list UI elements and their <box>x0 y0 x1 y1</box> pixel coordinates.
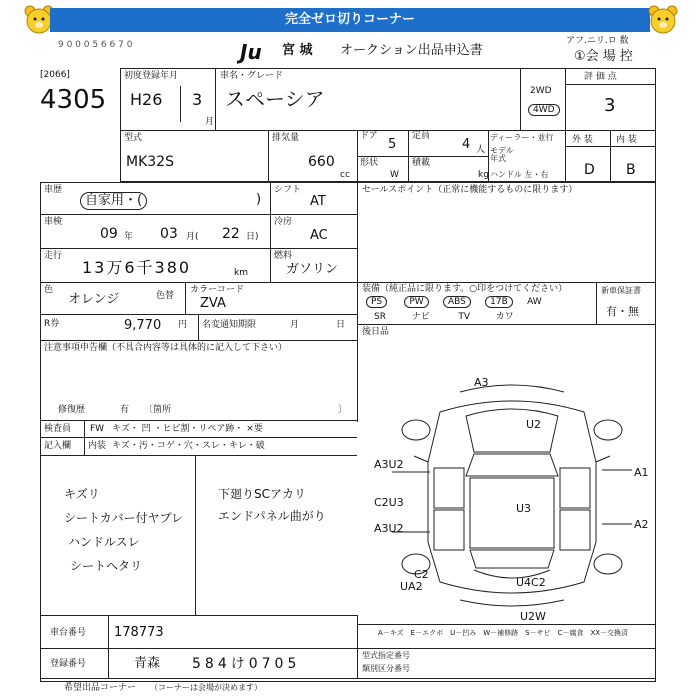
ju-logo: Ju <box>240 40 262 64</box>
grade-value: 3 <box>604 95 616 116</box>
handle-label: ハンドル 左・右 <box>490 170 549 179</box>
displacement-unit: cc <box>340 170 350 180</box>
doors-label: ドア <box>360 131 378 141</box>
color-label: 色 <box>44 285 54 295</box>
mark-right-front: A1 <box>634 466 649 479</box>
load-unit: kg <box>478 170 489 180</box>
history-close: ) <box>256 192 262 207</box>
equipment-row1 <box>366 296 542 308</box>
equip-navi: ナビ <box>411 312 430 322</box>
grade-label: 評 価 点 <box>584 72 617 82</box>
class-number-label: 類別区分番号 <box>362 664 410 673</box>
history-label: 車歴 <box>44 185 63 195</box>
mileage-label: 走行 <box>44 251 63 261</box>
sheet-number: [2066] <box>40 70 70 80</box>
color-change-label: 色替 <box>156 291 175 301</box>
model-year-label: モデル年式 <box>490 146 514 163</box>
inspector-label: 検査員 <box>44 424 72 434</box>
comment-left-2: シートカバー付ヤブレ <box>64 511 184 525</box>
mileage-unit: km <box>234 268 248 278</box>
shift-value: AT <box>310 194 326 209</box>
recycle-label: R券 <box>44 319 60 329</box>
inspection-year-unit: 年 <box>124 232 134 242</box>
equip-tv: TV <box>458 312 470 322</box>
car-name: スペーシア <box>225 87 325 111</box>
notice-month-unit: 月 <box>290 320 300 330</box>
cert-number-label: 型式指定番号 <box>362 651 410 660</box>
fitting-label: 後日品 <box>362 327 390 337</box>
inspection-month-unit: 月( <box>186 232 199 242</box>
reg-year-label: 初度登録年月 <box>124 71 179 81</box>
notice-deadline-label: 名変通知期限 <box>202 320 257 330</box>
capacity-unit: 人 <box>476 145 486 155</box>
lot-number: 4305 <box>40 85 107 115</box>
warranty-label: 新車保証書 <box>601 286 641 295</box>
inspection-label: 車検 <box>44 217 63 227</box>
inspector-int-label: 内装 <box>88 441 107 451</box>
history-value <box>80 192 147 210</box>
repair-history-label: 修復歴 <box>58 405 86 415</box>
plate-number: 584け0705 <box>192 656 301 672</box>
color-code-label: カラーコード <box>190 285 245 295</box>
mark-front-bumper: A3 <box>474 376 489 389</box>
equip-abs: ABS <box>443 296 471 308</box>
shape-value: W <box>390 170 399 180</box>
inspector-int-items: キズ・汚・コゲ・穴・スレ・キレ・破 <box>112 441 265 451</box>
displacement-label: 排気量 <box>272 133 300 143</box>
damage-legend: A－キズ E－エクボ U－凹み W－補修跡 S－サビ C－腐食 XX－交換済 <box>378 629 629 637</box>
recycle-unit: 円 <box>178 320 188 330</box>
mark-left-front: A3U2 <box>374 458 404 471</box>
reg-era-year: H26 <box>130 90 163 109</box>
car-diagram-svg <box>370 372 654 622</box>
car-damage-diagram <box>370 372 654 622</box>
wish-corner-note: （コーナーは会場が決めます） <box>150 683 262 692</box>
comment-right-1: 下廻りSCアカリ <box>218 487 306 501</box>
capacity-label: 定員 <box>412 131 431 141</box>
equipment-label: 装備（純正品に限ります。○印をつけてください） <box>362 284 568 294</box>
form-frame <box>120 68 656 182</box>
drive-4wd <box>528 104 560 116</box>
color-value: オレンジ <box>68 292 120 307</box>
corner-banner: 完全ゼロ切りコーナー <box>50 8 650 32</box>
inspector-fw: FW <box>90 424 105 434</box>
chassis-value: 178773 <box>114 625 164 640</box>
mark-left-mid: C2U3 <box>374 496 404 509</box>
mark-rear-left-wheel: C2 <box>414 568 429 581</box>
barcode-number: 9 0 0 0 5 6 6 7 0 <box>58 40 133 50</box>
car-name-label: 車名・グレード <box>220 71 284 81</box>
displacement-value: 660 <box>308 154 335 170</box>
notice-day-unit: 日 <box>336 320 346 330</box>
org-name: 宮 城 <box>282 43 313 58</box>
exterior-label: 外 装 <box>572 135 593 145</box>
mark-rear-bumper: U2W <box>520 610 546 622</box>
fuel-value: ガソリン <box>286 262 339 277</box>
mascot-right-icon <box>646 4 680 34</box>
top-right-note: アフ.ニリ.ロ 数 <box>566 36 629 46</box>
repair-place-close: 〕 <box>338 405 348 415</box>
wish-corner-label: 希望出品コーナー <box>64 683 137 693</box>
mileage-value: 13万6千380 <box>82 258 192 277</box>
model-label: 型式 <box>124 133 143 143</box>
fuel-label: 燃料 <box>274 251 293 261</box>
inspection-year: 09 <box>100 226 118 242</box>
mark-right-rear: A2 <box>634 518 649 531</box>
plate-region: 青森 <box>134 656 161 671</box>
sales-point-label: セールスポイント（正常に機能するものに限ります） <box>362 185 578 195</box>
recycle-value: 9,770 <box>124 318 162 333</box>
doors-value: 5 <box>388 137 397 152</box>
mark-left-rear: A3U2 <box>374 522 404 535</box>
reg-month-unit: 月 <box>205 117 215 127</box>
color-code-value: ZVA <box>200 296 226 311</box>
repair-history-value: 有 <box>120 405 130 415</box>
comment-left-3: ハンドルスレ <box>68 535 140 549</box>
inspection-day: 22 <box>222 226 240 242</box>
capacity-value: 4 <box>462 137 471 152</box>
interior-value: B <box>626 162 636 178</box>
equipment-row2 <box>374 312 514 322</box>
reg-month: 3 <box>192 90 203 109</box>
equip-17b: 17B <box>485 296 513 308</box>
equip-aw: AW <box>527 297 542 307</box>
dealer-label: ディーラー・並行 <box>490 133 554 142</box>
drive-2wd: 2WD <box>530 86 552 96</box>
history-private-use: 自家用・( <box>80 192 147 210</box>
mark-rear-glass: U4C2 <box>516 576 546 589</box>
comment-left-1: キズリ <box>64 487 100 501</box>
mark-hood: U2 <box>526 418 542 431</box>
exterior-value: D <box>584 162 595 178</box>
mark-roof: U3 <box>516 502 532 515</box>
mark-rear-left-bumper: UA2 <box>400 580 423 593</box>
equip-kawa: カワ <box>495 312 514 322</box>
ac-value: AC <box>310 228 328 243</box>
plate-label: 登録番号 <box>50 659 87 669</box>
inspector-ext-items: キズ・ 凹 ・ヒビ割・リペア跡・ ×要 <box>112 424 263 434</box>
venue-copy-label: ①会 場 控 <box>574 49 633 64</box>
shift-label: シフト <box>274 185 302 195</box>
equip-sr: SR <box>374 312 386 322</box>
repair-place-label: 〔箇所 <box>144 405 172 415</box>
load-label: 積載 <box>412 158 431 168</box>
shape-label: 形状 <box>360 158 379 168</box>
inspector-entry-label: 記入欄 <box>44 441 72 451</box>
warranty-value: 有・無 <box>606 305 639 318</box>
equip-ps: PS <box>366 296 387 308</box>
chassis-label: 車台番号 <box>50 628 87 638</box>
ac-label: 冷房 <box>274 217 293 227</box>
inspection-day-unit: 日) <box>246 232 259 242</box>
inspection-month: 03 <box>160 226 178 242</box>
comment-right-2: エンドパネル曲がり <box>218 509 326 523</box>
equip-pw: PW <box>404 296 428 308</box>
interior-label: 内 装 <box>616 135 637 145</box>
drive-4wd-text: 4WD <box>528 104 560 116</box>
form-title: オークション出品申込書 <box>340 43 483 58</box>
comment-left-4: シートヘタリ <box>70 559 143 573</box>
notes-label: 注意事項申告欄（不具合内容等は具体的に記入して下さい） <box>44 343 288 353</box>
model-value: MK32S <box>126 154 174 170</box>
